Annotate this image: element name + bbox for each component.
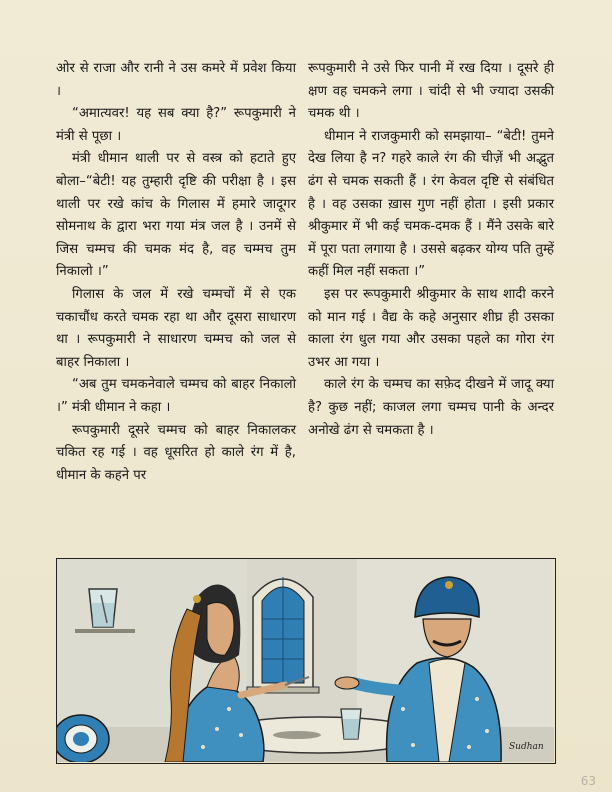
left-text-column <box>56 58 296 487</box>
paragraph: रूपकुमारी दूसरे चम्मच को बाहर निकालकर चकित रह गई । वह धूसरित हो काले रंग में है, धीमान के कहने पर <box>56 422 296 483</box>
paragraph: गिलास के जल में रखे चम्मचों में से एक चकाचौंध करते चमक रहा था और दूसरा साधारण था । रूपकुमारी ने साधारण चम्मच को जल से बाहर निकाला । <box>56 286 296 370</box>
story-illustration <box>56 558 556 764</box>
paragraph: “अमात्यवर! यह सब क्या है?” रूपकुमारी ने मंत्री से पूछा । <box>56 106 296 144</box>
paragraph: धीमान ने राजकुमारी को समझाया– “बेटी! तुमने देख लिया है न? गहरे काले रंग की चीज़ें भी अद्भुत ढंग से चमक सकती हैं । रंग केवल दृष्टि से संबंधित है । वह उसका ख़ास गुण नहीं होता । इसी प्रकार श्रीकुमार में भी कई चमक-दमक हैं । मैंने उसके बारे में पूरा पता लगाया है । उससे बढ़कर योग्य पति तुम्हें कहीं मिल नहीं सकता ।” <box>308 128 554 280</box>
paragraph: काले रंग के चम्मच का सफ़ेद दीखने में जादू क्या है? कुछ नहीं; काजल लगा चम्मच पानी के अन्दर अनोखे ढंग से चमकता है । <box>308 377 554 438</box>
drum-icon <box>57 715 109 762</box>
right-text-column <box>308 58 554 442</box>
paragraph: ओर से राजा और रानी ने उस कमरे में प्रवेश किया । <box>56 61 296 99</box>
paragraph: इस पर रूपकुमारी श्रीकुमार के साथ शादी करने को मान गई । वैद्य के कहे अनुसार शीघ्र ही उसका काला रंग धुल गया और उसका पहले का गोरा रंग उभर आ गया । <box>308 286 554 370</box>
arched-window <box>247 577 319 693</box>
artist-signature: Sudhan <box>509 742 544 752</box>
page-number: 63 <box>580 774 596 788</box>
paragraph: “अब तुम चमकनेवाले चम्मच को बाहर निकालो ।” मंत्री धीमान ने कहा । <box>56 377 296 415</box>
paragraph: मंत्री धीमान थाली पर से वस्त्र को हटाते हुए बोला–“बेटी! यह तुम्हारी दृष्टि की परीक्षा है । इस थाली पर रखे कांच के गिलास में हमारे जादूगर सोमनाथ के द्वारा भरा गया मंत्र जल है । उनमें से जिस चम्मच की चमक मंद है, वह चम्मच तुम निकालो ।” <box>56 151 296 280</box>
paragraph: रूपकुमारी ने उसे फिर पानी में रख दिया । दूसरे ही क्षण वह चमकने लगा । चांदी से भी ज्यादा उसकी चमक थी । <box>308 61 554 122</box>
